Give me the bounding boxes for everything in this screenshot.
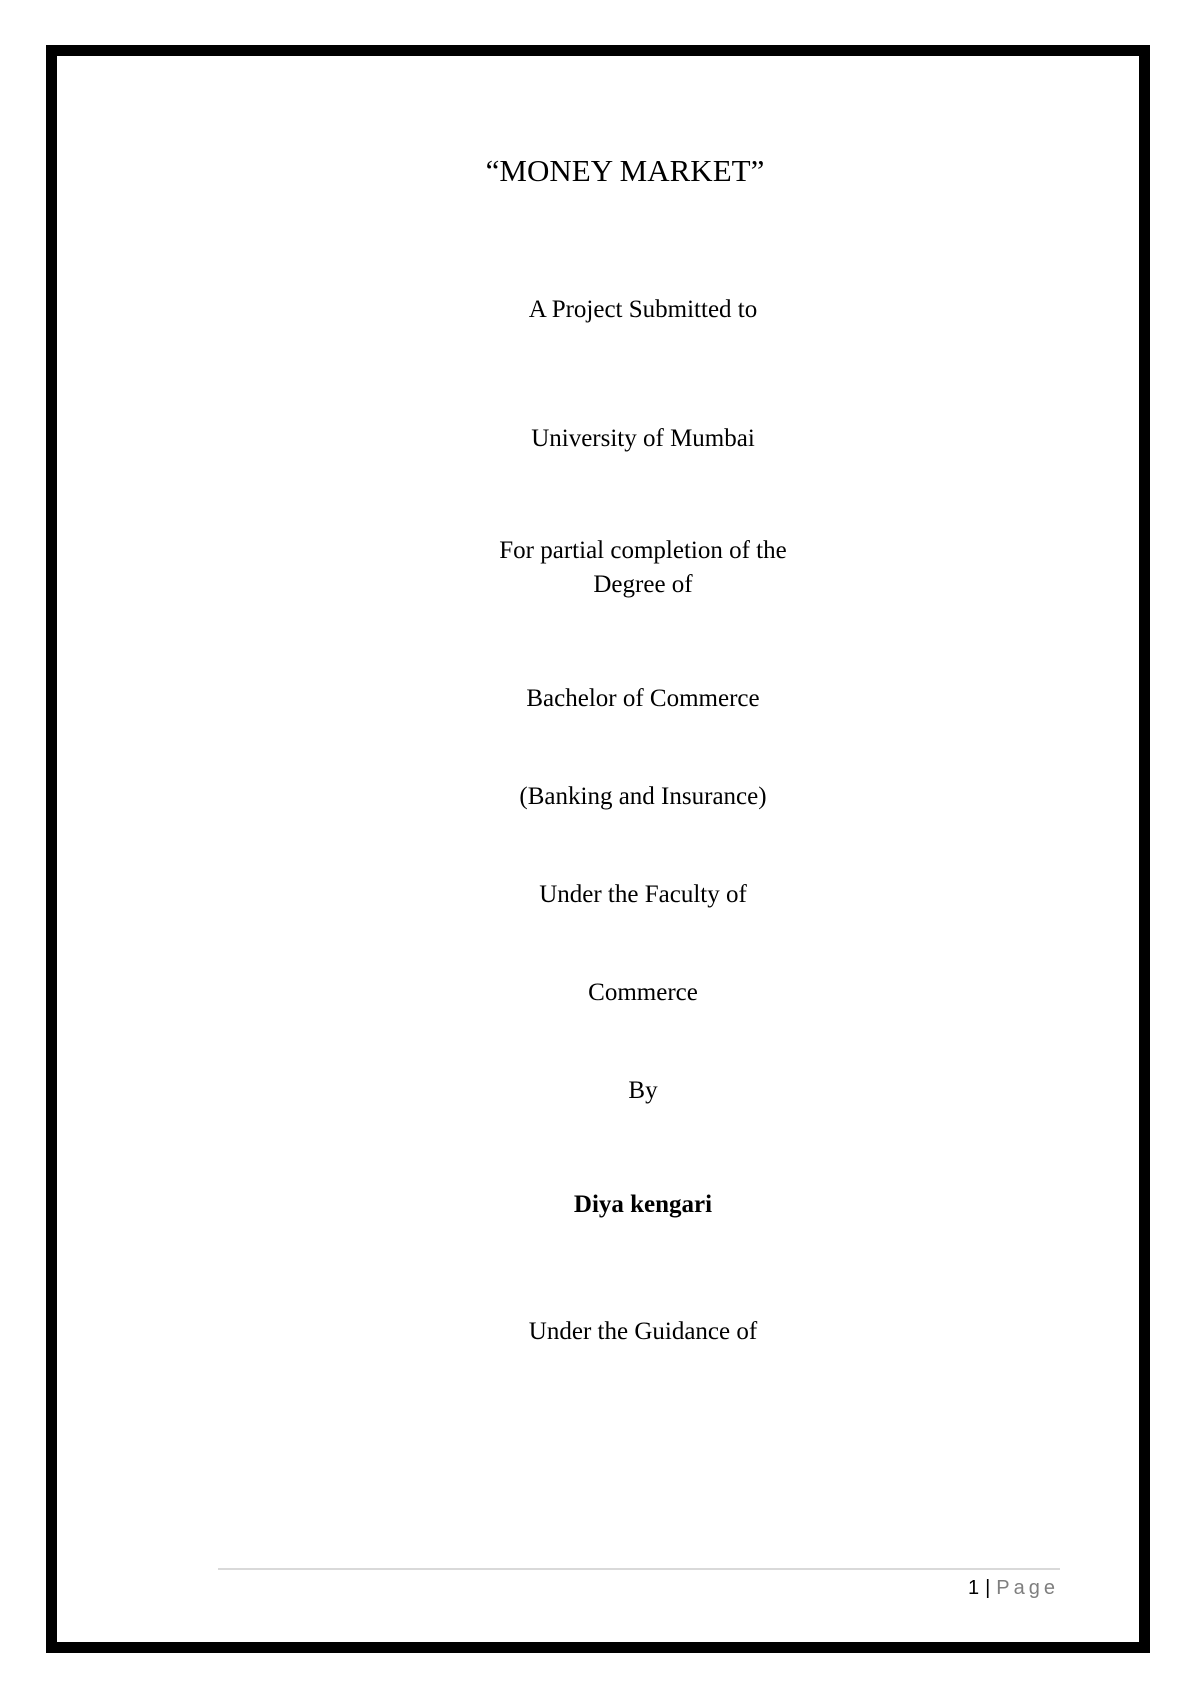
degree-name-line: Bachelor of Commerce bbox=[526, 685, 760, 712]
guidance-line: Under the Guidance of bbox=[528, 1318, 758, 1345]
faculty-line: Under the Faculty of bbox=[539, 881, 747, 908]
author-name: Diya kengari bbox=[573, 1191, 713, 1218]
document-title: “MONEY MARKET” bbox=[485, 153, 765, 188]
submitted-to-line: A Project Submitted to bbox=[528, 296, 758, 323]
page-label: Page bbox=[996, 1577, 1059, 1599]
footer-rule bbox=[218, 1568, 1060, 1570]
footer-separator: | bbox=[985, 1577, 991, 1599]
specialization-line: (Banking and Insurance) bbox=[519, 783, 767, 810]
page-border bbox=[46, 45, 1150, 1653]
page-footer bbox=[968, 1578, 1059, 1598]
completion-line: For partial completion of the bbox=[499, 537, 787, 564]
degree-of-line: Degree of bbox=[593, 571, 693, 598]
university-line: University of Mumbai bbox=[531, 425, 755, 452]
by-line: By bbox=[628, 1077, 658, 1104]
page-number: 1 bbox=[967, 1577, 980, 1599]
faculty-name-line: Commerce bbox=[588, 979, 698, 1006]
